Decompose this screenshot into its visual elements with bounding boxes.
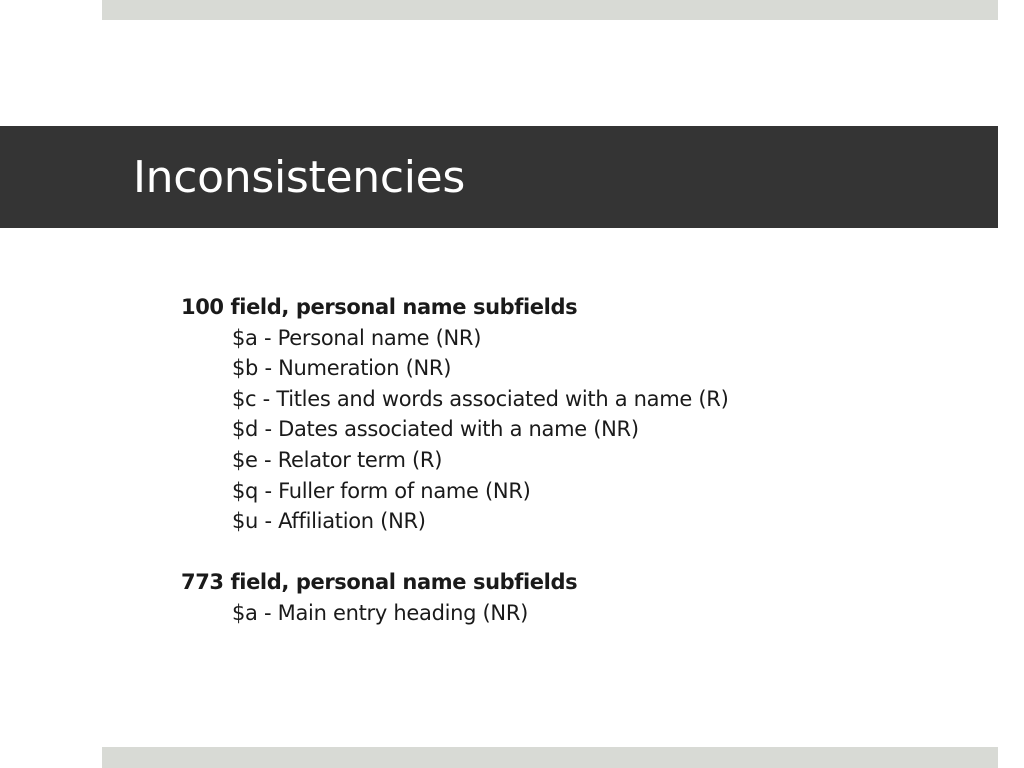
list-item: $d - Dates associated with a name (NR) [232,417,639,442]
top-accent-band [102,0,998,20]
list-item: $a - Main entry heading (NR) [232,600,529,625]
list-item: $a - Personal name (NR) [232,325,482,350]
subfield-list [181,598,941,629]
list-item: $q - Fuller form of name (NR) [232,478,531,503]
section-heading: 100 field, personal name subfields [181,295,578,319]
bottom-accent-band [102,747,998,768]
list-item: $b - Numeration (NR) [232,356,452,381]
slide-content [181,292,941,629]
list-item: $e - Relator term (R) [232,447,443,472]
slide-title: Inconsistencies [133,152,466,203]
section-heading: 773 field, personal name subfields [181,570,578,595]
section-100-field [181,292,941,537]
subfield-list [181,323,941,537]
list-item: $c - Titles and words associated with a name (R) [232,386,729,411]
list-item: $u - Affiliation (NR) [232,509,426,534]
section-773-field [181,567,941,628]
